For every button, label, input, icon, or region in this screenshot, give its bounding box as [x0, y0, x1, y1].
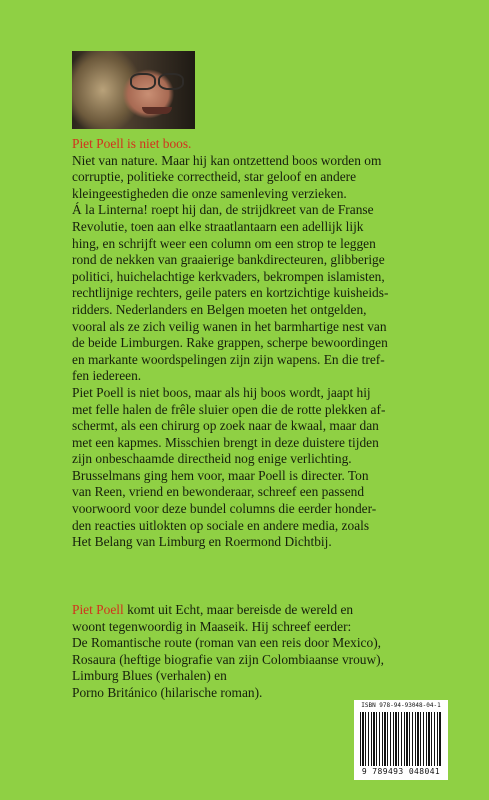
blurb-line: met felle halen de frêle sluier open die de rotte plekken af-	[72, 401, 386, 417]
barcode-digits: 9 789493 048041	[361, 767, 441, 776]
glasses-right	[158, 73, 184, 90]
blurb-line: Niet van nature. Maar hij kan ontzettend boos worden om	[72, 152, 382, 168]
blurb-line: hing, en schrijft weer een column om een strop te leggen	[72, 235, 376, 251]
blurb-block	[72, 136, 432, 551]
blurb-line: rond de nekken van graaierige bankdirecteuren, glibberige	[72, 252, 385, 268]
glasses-left	[130, 73, 156, 90]
blurb-line: zijn onbeschaamde directheid nog enige verlichting.	[72, 451, 352, 467]
bio-line: De Romantische route (roman van een reis door Mexico),	[72, 635, 381, 651]
blurb-line: schermt, als een chirurg op zoek naar de kwaal, maar dan	[72, 418, 379, 434]
blurb-line: den reacties uitlokten op sociale en andere media, zoals	[72, 517, 370, 533]
isbn-barcode	[354, 700, 448, 780]
bio-line: woont tegenwoordig in Maaseik. Hij schreef eerder:	[72, 618, 352, 634]
blurb-line: Het Belang van Limburg en Roermond Dichtbij.	[72, 534, 332, 550]
barcode-bars	[360, 712, 442, 766]
blurb-line: rechtlijnige rechters, geile paters en kortzichtige kuisheids-	[72, 285, 389, 301]
blurb-line: Piet Poell is niet boos, maar als hij boos wordt, jaapt hij	[72, 384, 371, 400]
blurb-line: de beide Limburgen. Rake grappen, scherpe bewoordingen	[72, 335, 388, 351]
isbn-label: ISBN 978-94-93048-04-1	[361, 702, 441, 709]
mouth	[142, 107, 172, 114]
blurb-line: fen iedereen.	[72, 368, 142, 384]
blurb-line: ridders. Nederlanders en Belgen moeten het ontgelden,	[72, 301, 367, 317]
author-name: Piet Poell	[72, 602, 124, 617]
blurb-line: Brusselmans ging hem voor, maar Poell is directer. Ton	[72, 467, 369, 483]
bio-line: Rosaura (heftige biografie van zijn Colombiaanse vrouw),	[72, 651, 384, 667]
blurb-line: corruptie, politieke correctheid, star geloof en andere	[72, 169, 357, 185]
blurb-line: vooral als ze zich veilig wanen in het barmhartige nest van	[72, 318, 387, 334]
blurb-line: kleingeestigheden die onze samenleving verzieken.	[72, 185, 347, 201]
bio-line: Limburg Blues (verhalen) en	[72, 668, 227, 684]
blurb-line: politici, huichelachtige kerkvaders, bekrompen islamisten,	[72, 268, 385, 284]
blurb-line: met een kapmes. Misschien brengt in deze duistere tijden	[72, 434, 379, 450]
blurb-line: Revolutie, toen aan elke straatlantaarn een adellijk lijk	[72, 218, 364, 234]
bio-first-line	[72, 602, 432, 619]
blurb-line: Á la Linterna! roept hij dan, de strijdkreet van de Franse	[72, 202, 374, 218]
blurb-line: voorwoord voor deze bundel columns die eerder honder-	[72, 501, 377, 517]
bio-line: Porno Británico (hilarische roman).	[72, 684, 263, 700]
author-photo	[72, 51, 195, 129]
blurb-heading: Piet Poell is niet boos.	[72, 136, 192, 151]
author-bio-block	[72, 602, 432, 702]
bio-first-line-text: komt uit Echt, maar bereisde de wereld en	[123, 602, 354, 617]
blurb-line: en markante woordspelingen zijn zijn wapens. En die tref-	[72, 351, 385, 367]
blurb-line: van Reen, vriend en bewonderaar, schreef een passend	[72, 484, 365, 500]
